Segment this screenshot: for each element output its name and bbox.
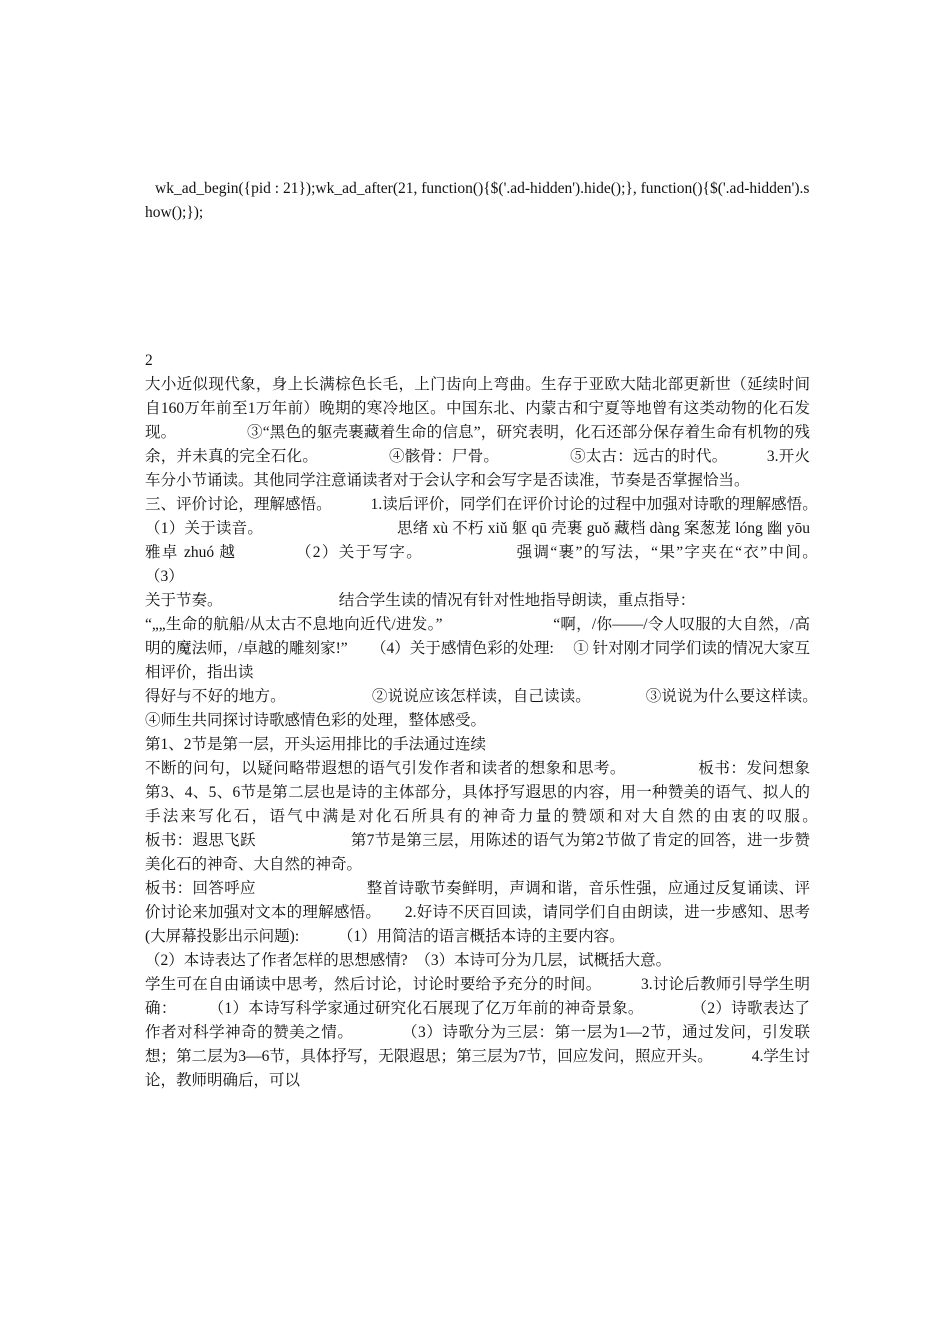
paragraph: 三、评价讨论，理解感悟。 1.读后评价，同学们在评价讨论的过程中加强对诗歌的理解感悟。 （1）关于读音。 思绪 xù 不朽 xiǔ 躯 qū 壳裹 guǒ 藏档 dàng 案葱茏 lóng 幽 yōu 雅卓 zhuó 越 （2）关于写字。 强调“裹”的写法，“果”字夹在“衣”中间。 （3）	[145, 496, 873, 585]
paragraph: 得好与不好的地方。 ②说说应该怎样读，自己读读。 ③说说为什么要这样读。 ④师生共同探讨诗歌感情色彩的处理，整体感受。	[145, 688, 873, 729]
paragraph: 不断的问句，以疑问略带遐想的语气引发作者和读者的想象和思考。 板书：发问想象 第3、4、5、6节是第二层也是诗的主体部分，具体抒写遐思的内容，用一种赞美的语气、拟人的手法来写化石，语气中满是对化石所具有的神奇力量的赞颂和对大自然的由衷的叹服。 板书：遐思飞跃 第7节是第三层，用陈述的语气为第2节做了肯定的回答，进一步赞美化石的神奇、大自然的神奇。	[145, 760, 919, 873]
paragraph: 板书：回答呼应 整首诗歌节奏鲜明，声调和谐，音乐性强，应通过反复诵读、评价讨论来加强对文本的理解感悟。 2.好诗不厌百回读，请同学们自由朗读，进一步感知、思考(大屏幕投影出示问题): （1）用简洁的语言概括本诗的主要内容。	[145, 880, 810, 945]
document-body	[145, 349, 919, 1093]
paragraph: “„„生命的航船/从太古不息地向近代/进发。” “啊，/你——/令人叹服的大自然，/高明的魔法师，/卓越的雕刻家!” （4）关于感情色彩的处理: ① 针对刚才同学们读的情况大家互相评价，指出读	[145, 616, 810, 681]
paragraph: 第1、2节是第一层，开头运用排比的手法通过连续	[145, 736, 487, 753]
paragraph: 学生可在自由诵读中思考，然后讨论，讨论时要给予充分的时间。 3.讨论后教师引导学生明确： （1）本诗写科学家通过研究化石展现了亿万年前的神奇景象。 （2）诗歌表达了作者对科学神奇的赞美之情。 （3）诗歌分为三层：第一层为1—2节，通过发问，引发联想；第二层为3—6节，具体抒写，无限遐思；第三层为7节，回应发问，照应开头。 4.学生讨论，教师明确后，可以	[145, 976, 810, 1089]
paragraph: 大小近似现代象，身上长满棕色长毛，上门齿向上弯曲。生存于亚欧大陆北部更新世（延续时间自160万年前至1万年前）晚期的寒冷地区。中国东北、内蒙古和宁夏等地曾有这类动物的化石发现。 ③“黑色的躯壳裹藏着生命的信息”，研究表明，化石还部分保存着生命有机物的残余，并未真的完全石化。 ④骸骨：尸骨。 ⑤太古：远古的时代。 3.开火车分小节诵读。其他同学注意诵读者对于会认字和会写字是否读准，节奏是否掌握恰当。	[145, 376, 810, 489]
paragraph: （2）本诗表达了作者怎样的思想感情? （3）本诗可分为几层，试概括大意。	[145, 952, 672, 969]
paragraph: 关于节奏。 结合学生读的情况有针对性地指导朗读，重点指导：	[145, 592, 696, 609]
page-number: 2	[145, 352, 153, 369]
ad-script-text: wk_ad_begin({pid : 21});wk_ad_after(21, function(){$('.ad-hidden').hide();}, function(){$('.ad-hidden').show();});	[145, 180, 810, 221]
